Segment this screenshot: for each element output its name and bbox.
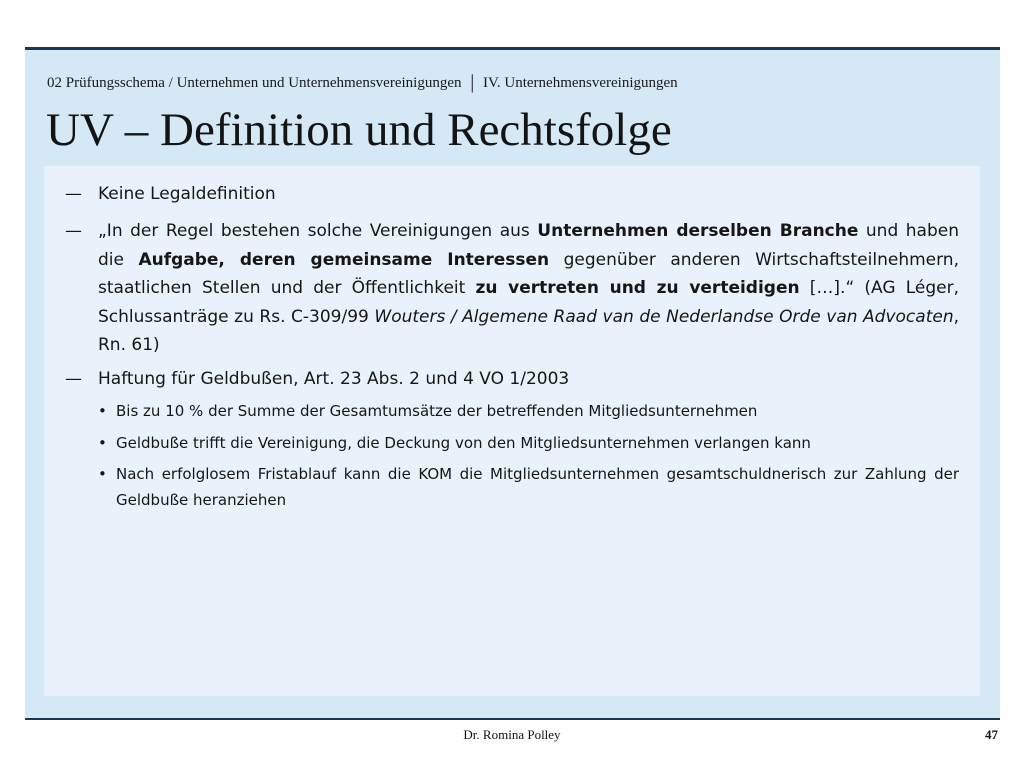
breadcrumb-section: 02 Prüfungsschema / Unternehmen und Unternehmensvereinigungen xyxy=(47,75,462,91)
quote-part: […].“ (AG Léger, Schlussanträge zu Rs. C-309/99 xyxy=(98,278,959,327)
quote-text xyxy=(98,217,959,360)
list-item-text: Haftung für Geldbußen, Art. 23 Abs. 2 und 4 VO 1/2003 xyxy=(98,369,570,389)
bullet-dot: • xyxy=(98,465,107,483)
list-item-no-definition xyxy=(66,180,959,209)
sub-item xyxy=(66,399,959,425)
quote-part: „In der Regel bestehen solche Vereinigungen aus xyxy=(98,221,538,241)
bullet-dot: • xyxy=(98,402,107,420)
page-title: UV – Definition und Rechtsfolge xyxy=(46,104,672,156)
footer-rule xyxy=(25,718,1000,720)
quote-emphasis: zu vertreten und zu verteidigen xyxy=(475,278,800,298)
list-item-text: Keine Legaldefinition xyxy=(98,184,276,204)
sub-item-text: Geldbuße trifft die Vereinigung, die Deckung von den Mitgliedsunternehmen verlangen kann xyxy=(116,434,811,452)
breadcrumb-subsection: IV. Unternehmensvereinigungen xyxy=(483,75,678,91)
dash-bullet: — xyxy=(65,369,82,389)
content-box xyxy=(44,166,980,696)
quote-part: gegenüber anderen Wirtschaftsteilnehmern, staatlichen Stellen und der Öffentlichkeit xyxy=(98,249,959,298)
case-name: Wouters / Algemene Raad van de Nederlandse Orde van Advocaten xyxy=(374,306,954,327)
quote-part: , Rn. 61) xyxy=(98,306,959,355)
sub-item xyxy=(66,431,959,457)
dash-bullet: — xyxy=(65,221,82,241)
quote-emphasis: Unternehmen derselben Branche xyxy=(537,221,859,241)
sub-item xyxy=(66,462,959,513)
breadcrumb-separator: | xyxy=(470,71,475,93)
bullet-dot: • xyxy=(98,434,107,452)
sub-item-text: Bis zu 10 % der Summe der Gesamtumsätze der betreffenden Mitgliedsunternehmen xyxy=(116,402,758,420)
page-number: 47 xyxy=(985,727,998,742)
list-item-quote xyxy=(66,217,959,360)
sub-item-text: Nach erfolglosem Fristablauf kann die KOM die Mitgliedsunternehmen gesamtschuldnerisch zur Zahlung der Geldbuße heranziehen xyxy=(116,465,959,509)
breadcrumb xyxy=(47,70,678,93)
quote-emphasis: Aufgabe, deren gemeinsame Interessen xyxy=(138,249,550,270)
list-item-liability xyxy=(66,365,959,394)
footer-author: Dr. Romina Polley xyxy=(463,727,561,742)
quote-part: und haben die xyxy=(98,221,959,270)
dash-bullet: — xyxy=(65,184,82,204)
